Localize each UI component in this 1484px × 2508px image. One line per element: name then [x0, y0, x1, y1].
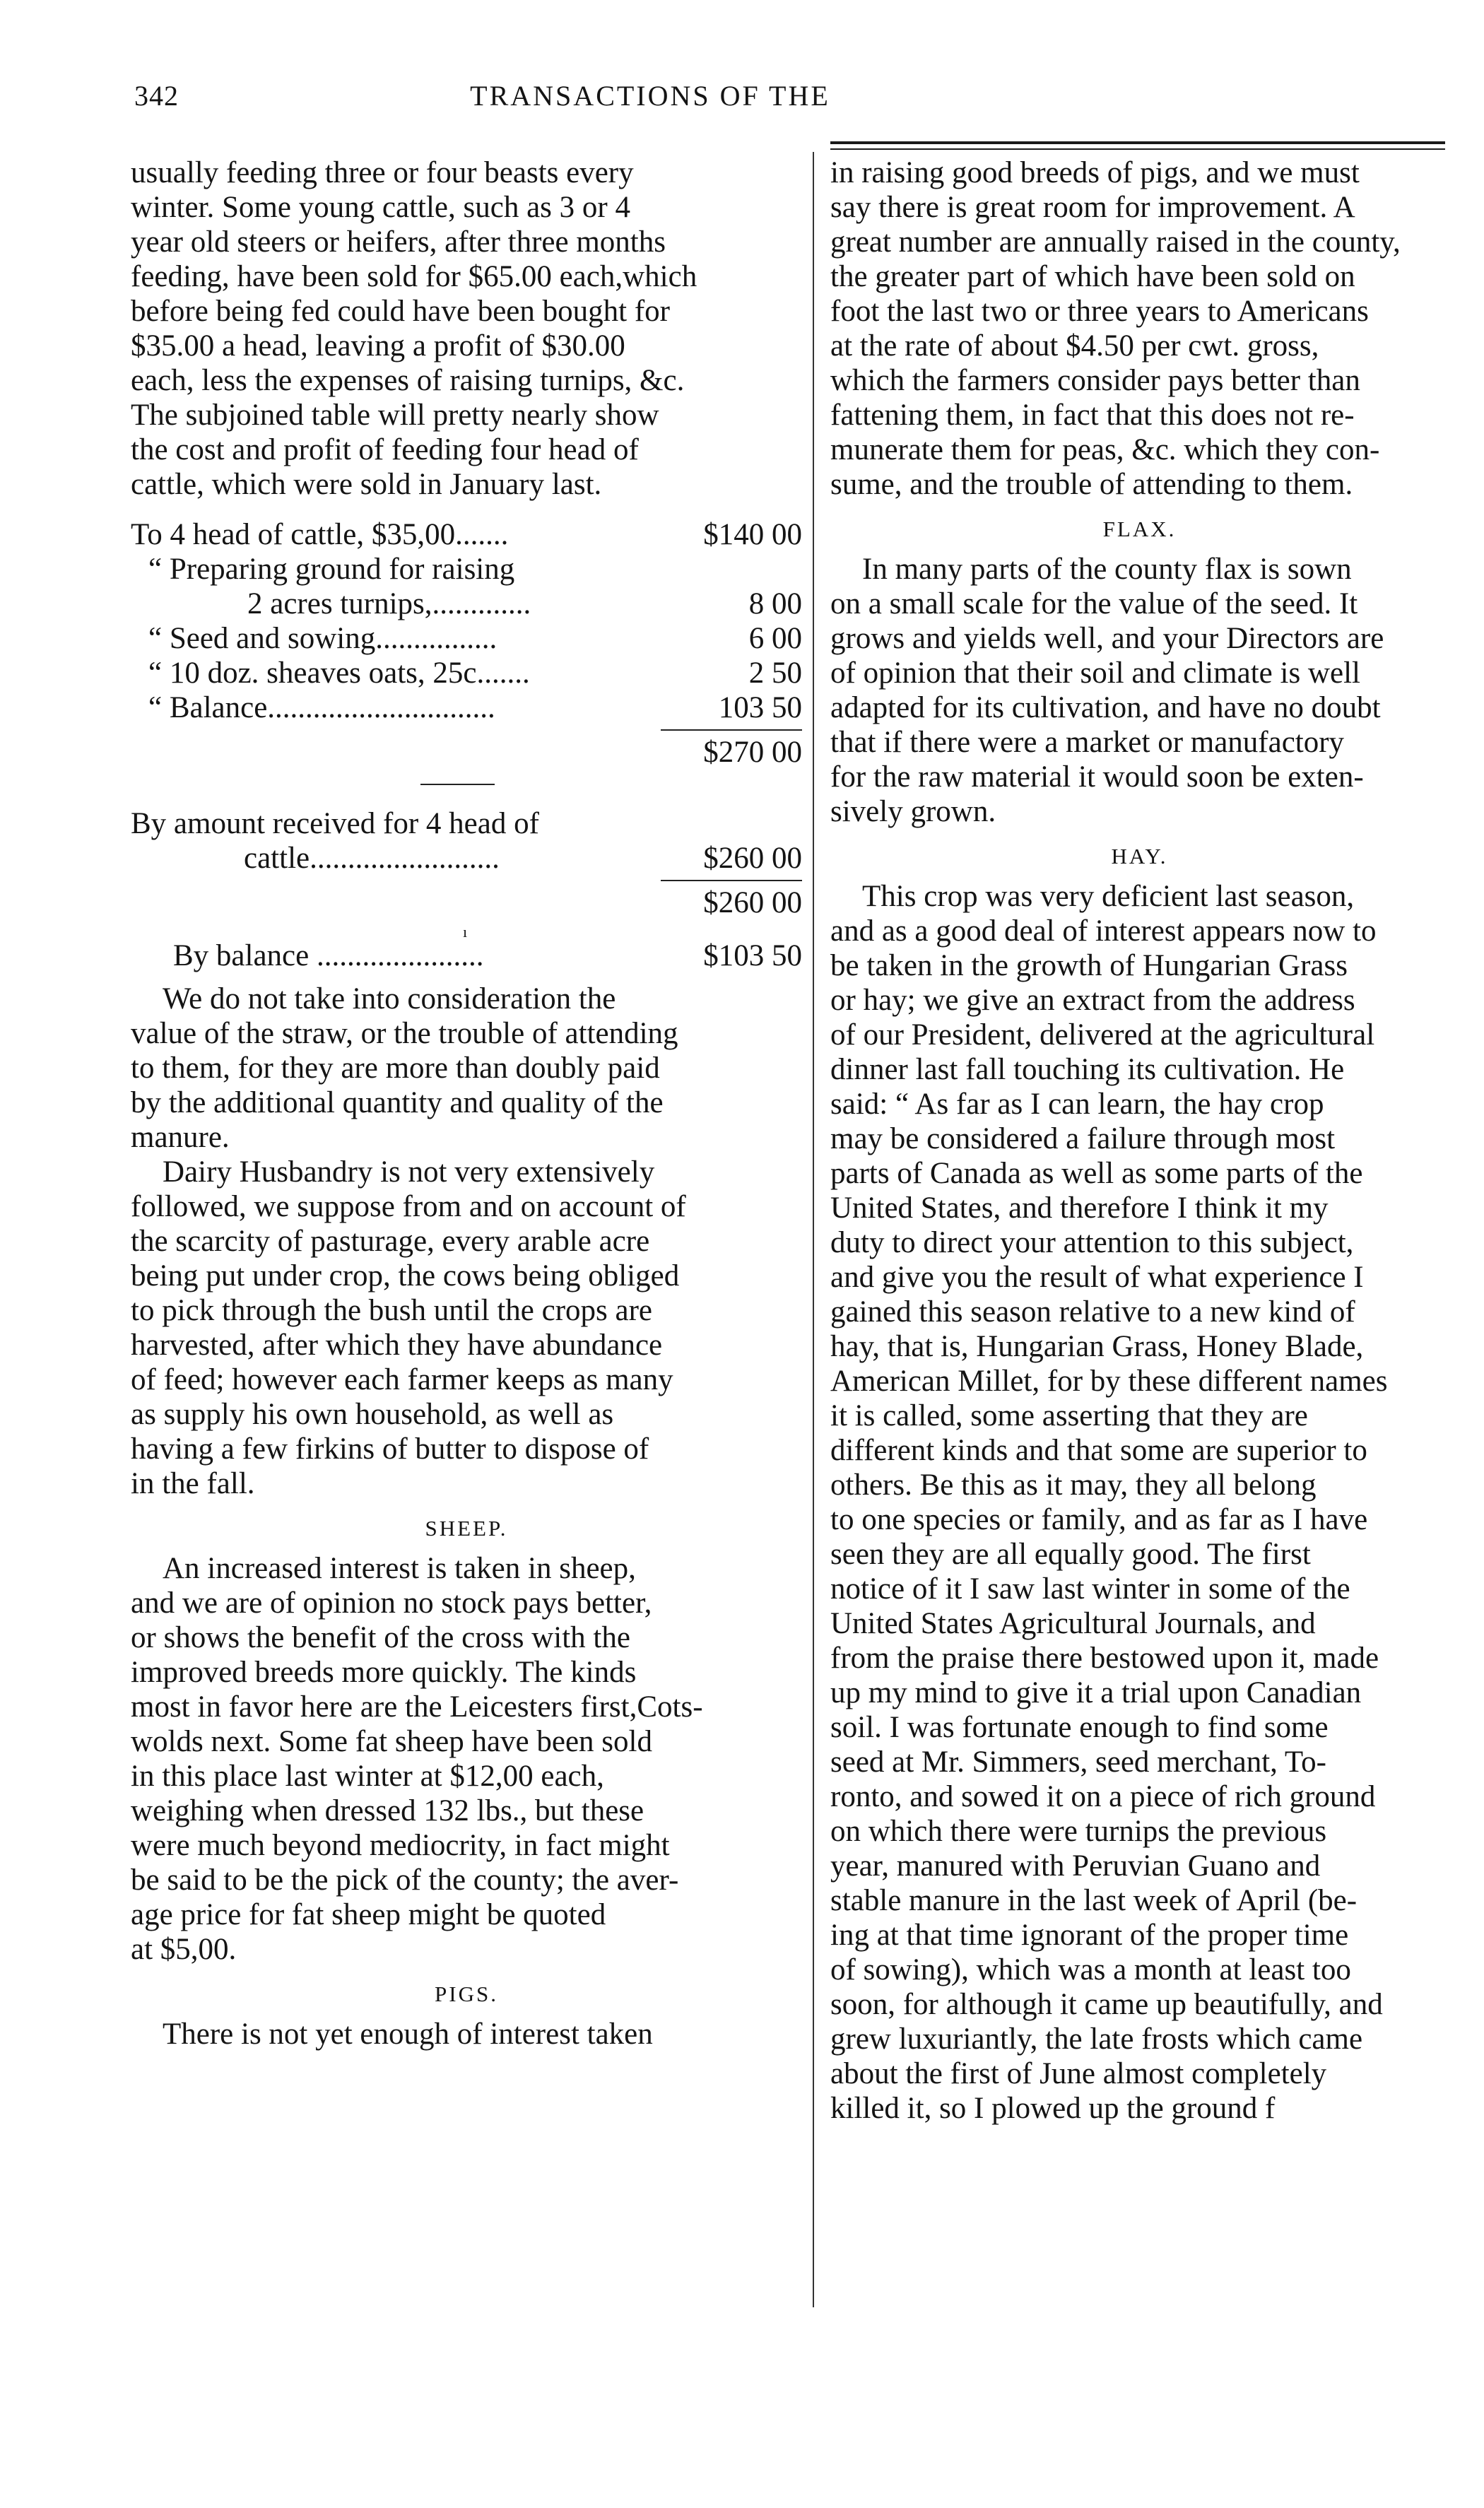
- text-line: year old steers or heifers, after three months: [131, 225, 666, 259]
- text-line: for the raw material it would soon be exten-: [830, 760, 1364, 794]
- text-line: of our President, delivered at the agricultural: [830, 1018, 1375, 1052]
- text-line: sively grown.: [830, 795, 996, 828]
- ledger-amount: 6 00: [748, 622, 802, 655]
- text-line: value of the straw, or the trouble of attending: [131, 1017, 678, 1050]
- text-line: it is called, some asserting that they are: [830, 1399, 1308, 1432]
- cattle-ledger: [131, 517, 802, 973]
- text-line: stable manure in the last week of April (be-: [830, 1884, 1358, 1917]
- text-line: of opinion that their soil and climate is well: [830, 657, 1360, 690]
- ledger-label: To 4 head of cattle, $35,00.......: [131, 518, 509, 551]
- column-divider: [813, 152, 814, 2307]
- text-line: on which there were turnips the previous: [830, 1815, 1327, 1848]
- ledger-amount: $140 00: [703, 518, 802, 551]
- text-line: There is not yet enough of interest taken: [163, 2018, 653, 2051]
- text-line: soil. I was fortunate enough to find some: [830, 1711, 1329, 1744]
- text-line: may be considered a failure through most: [830, 1122, 1336, 1155]
- ledger-label: “ Preparing ground for raising: [148, 553, 515, 586]
- text-line: the cost and profit of feeding four head of: [131, 433, 639, 466]
- text-line: This crop was very deficient last season,: [862, 880, 1355, 913]
- sum-rule: [131, 725, 802, 735]
- text-line: from the praise there bestowed upon it, made: [830, 1642, 1379, 1675]
- text-line: which the farmers consider pays better than: [830, 364, 1360, 397]
- text-line: improved breeds more quickly. The kinds: [131, 1656, 637, 1689]
- text-line: notice of it I saw last winter in some of the: [830, 1572, 1350, 1606]
- ledger-amount: $260 00: [703, 842, 802, 875]
- text-line: of sowing), which was a month at least too: [830, 1953, 1351, 1986]
- text-line: dinner last fall touching its cultivation. He: [830, 1053, 1345, 1086]
- text-line: the greater part of which have been sold on: [830, 260, 1355, 293]
- text-line: The subjoined table will pretty nearly show: [131, 399, 659, 432]
- flax-paragraph: [830, 552, 1449, 829]
- text-line: In many parts of the county flax is sown: [862, 553, 1352, 586]
- ledger-row: [131, 656, 802, 690]
- text-line: grows and yields well, and your Directors are: [830, 622, 1384, 655]
- ledger-label: By balance ......................: [173, 939, 484, 972]
- text-line: year, manured with Peruvian Guano and: [830, 1849, 1321, 1883]
- text-line: be said to be the pick of the county; the aver-: [131, 1864, 679, 1897]
- text-line: seen they are all equally good. The first: [830, 1538, 1311, 1571]
- text-line: in raising good breeds of pigs, and we must: [830, 156, 1360, 189]
- text-line: were much beyond mediocrity, in fact might: [131, 1829, 670, 1862]
- text-line: or shows the benefit of the cross with the: [131, 1621, 630, 1654]
- text-line: parts of Canada as well as some parts of the: [830, 1157, 1363, 1190]
- text-line: say there is great room for improvement. A: [830, 191, 1355, 224]
- ledger-label: “ Balance..............................: [148, 691, 495, 724]
- ledger-label: 2 acres turnips,.............: [247, 587, 531, 620]
- text-line: as supply his own household, as well as: [131, 1398, 614, 1431]
- ledger-amount: 2 50: [748, 657, 802, 690]
- text-line: We do not take into consideration the: [163, 982, 616, 1015]
- text-line: great number are annually raised in the county,: [830, 225, 1401, 259]
- section-heading-hay: HAY.: [1111, 844, 1168, 869]
- ledger-row: [131, 806, 802, 841]
- ledger-label: “ Seed and sowing................: [148, 622, 497, 655]
- ledger-balance-row: [131, 938, 802, 973]
- text-line: United States, and therefore I think it my: [830, 1191, 1329, 1225]
- text-line: having a few firkins of butter to dispose of: [131, 1432, 649, 1466]
- text-line: be taken in the growth of Hungarian Grass: [830, 949, 1348, 982]
- section-heading-flax: FLAX.: [1102, 517, 1177, 541]
- text-line: and as a good deal of interest appears now to: [830, 914, 1377, 948]
- text-line: Dairy Husbandry is not very extensively: [163, 1155, 655, 1189]
- sheep-paragraph: [131, 1551, 802, 1967]
- ledger-row: [131, 690, 802, 725]
- text-line: to one species or family, and as far as I have: [830, 1503, 1368, 1536]
- text-line: An increased interest is taken in sheep,: [163, 1552, 636, 1585]
- text-line: usually feeding three or four beasts every: [131, 156, 634, 189]
- pigs-paragraph-continued: [830, 155, 1449, 502]
- text-line: hay, that is, Hungarian Grass, Honey Blade,: [830, 1330, 1364, 1363]
- text-line: at the rate of about $4.50 per cwt. gross,: [830, 329, 1319, 363]
- text-line: seed at Mr. Simmers, seed merchant, To-: [830, 1745, 1326, 1779]
- intro-paragraph: [131, 155, 802, 502]
- text-line: manure.: [131, 1121, 230, 1154]
- header-rule-thin: [830, 148, 1445, 150]
- hay-paragraph: [830, 879, 1449, 2126]
- text-line: being put under crop, the cows being obliged: [131, 1259, 680, 1293]
- ledger-total-row: [131, 735, 802, 770]
- text-line: American Millet, for by these different names: [830, 1365, 1388, 1398]
- page-header: [134, 79, 1449, 122]
- text-line: grew luxuriantly, the late frosts which came: [830, 2023, 1363, 2056]
- text-line: age price for fat sheep might be quoted: [131, 1898, 606, 1931]
- header-rule: [830, 141, 1445, 144]
- text-line: ing at that time ignorant of the proper time: [830, 1919, 1349, 1952]
- ledger-amount: 8 00: [748, 587, 802, 620]
- straw-paragraph: [131, 982, 802, 1155]
- text-line: or hay; we give an extract from the address: [830, 984, 1355, 1017]
- text-line: most in favor here are the Leicesters first,Cots-: [131, 1690, 703, 1724]
- running-head: TRANSACTIONS OF THE: [470, 80, 830, 112]
- text-line: said: “ As far as I can learn, the hay crop: [830, 1088, 1324, 1121]
- ledger-total: $260 00: [703, 886, 802, 919]
- text-line: adapted for its cultivation, and have no doubt: [830, 691, 1381, 724]
- text-line: by the additional quantity and quality of the: [131, 1086, 664, 1119]
- text-line: before being fed could have been bought for: [131, 295, 670, 328]
- text-line: winter. Some young cattle, such as 3 or 4: [131, 191, 630, 224]
- text-line: gained this season relative to a new kind of: [830, 1295, 1355, 1329]
- text-line: of feed; however each farmer keeps as many: [131, 1363, 673, 1396]
- text-line: weighing when dressed 132 lbs., but these: [131, 1794, 644, 1827]
- text-line: feeding, have been sold for $65.00 each,which: [131, 260, 697, 293]
- text-line: harvested, after which they have abundance: [131, 1329, 663, 1362]
- text-line: United States Agricultural Journals, and: [830, 1607, 1316, 1640]
- text-line: soon, for although it came up beautifully, and: [830, 1988, 1383, 2021]
- text-line: $35.00 a head, leaving a profit of $30.00: [131, 329, 625, 363]
- ledger-total: $270 00: [703, 736, 802, 769]
- ledger-row: [131, 621, 802, 656]
- text-line: in this place last winter at $12,00 each,: [131, 1760, 604, 1793]
- text-line: and we are of opinion no stock pays better,: [131, 1586, 652, 1620]
- dairy-paragraph: [131, 1155, 802, 1501]
- ledger-label: “ 10 doz. sheaves oats, 25c.......: [148, 657, 530, 690]
- text-line: duty to direct your attention to this subject,: [830, 1226, 1354, 1259]
- separator-rule: [131, 770, 802, 798]
- text-line: that if there were a market or manufactory: [830, 726, 1345, 759]
- text-line: killed it, so I plowed up the ground f: [830, 2092, 1276, 2125]
- ledger-row: [131, 841, 802, 876]
- section-heading-sheep: SHEEP.: [425, 1516, 508, 1541]
- text-line: munerate them for peas, &c. which they con-: [830, 433, 1380, 466]
- text-line: different kinds and that some are superior to: [830, 1434, 1367, 1467]
- text-line: and give you the result of what experience I: [830, 1261, 1364, 1294]
- stray-mark-glyph: ı: [463, 923, 468, 941]
- section-heading-pigs: PIGS.: [435, 1982, 498, 2006]
- ledger-label: By amount received for 4 head of: [131, 807, 539, 840]
- text-line: wolds next. Some fat sheep have been sold: [131, 1725, 652, 1758]
- text-line: up my mind to give it a trial upon Canadian: [830, 1676, 1362, 1709]
- stray-mark: [131, 920, 802, 941]
- left-column: [131, 155, 802, 2051]
- text-line: on a small scale for the value of the seed. It: [830, 587, 1358, 620]
- text-line: the scarcity of pasturage, every arable acre: [131, 1225, 650, 1258]
- text-line: to them, for they are more than doubly paid: [131, 1052, 660, 1085]
- text-line: fattening them, in fact that this does not re-: [830, 399, 1355, 432]
- ledger-amount: 103 50: [718, 691, 802, 724]
- ledger-row: [131, 517, 802, 552]
- text-line: in the fall.: [131, 1467, 255, 1500]
- page-number: 342: [134, 80, 179, 112]
- text-line: ronto, and sowed it on a piece of rich ground: [830, 1780, 1376, 1813]
- sum-rule: [131, 876, 802, 885]
- text-line: sume, and the trouble of attending to them.: [830, 468, 1353, 501]
- text-line: cattle, which were sold in January last.: [131, 468, 602, 501]
- text-line: to pick through the bush until the crops are: [131, 1294, 653, 1327]
- text-line: foot the last two or three years to Americans: [830, 295, 1369, 328]
- text-line: each, less the expenses of raising turnips, &c.: [131, 364, 685, 397]
- text-line: at $5,00.: [131, 1933, 237, 1966]
- ledger-row: [131, 587, 802, 621]
- pigs-paragraph: [131, 2017, 802, 2051]
- right-column: [830, 155, 1449, 2126]
- text-line: followed, we suppose from and on account of: [131, 1190, 686, 1223]
- ledger-label: cattle.........................: [244, 842, 500, 875]
- ledger-row: [131, 552, 802, 587]
- text-line: others. Be this as it may, they all belong: [830, 1468, 1317, 1502]
- text-line: about the first of June almost completely: [830, 2057, 1327, 2090]
- ledger-amount: $103 50: [703, 939, 802, 972]
